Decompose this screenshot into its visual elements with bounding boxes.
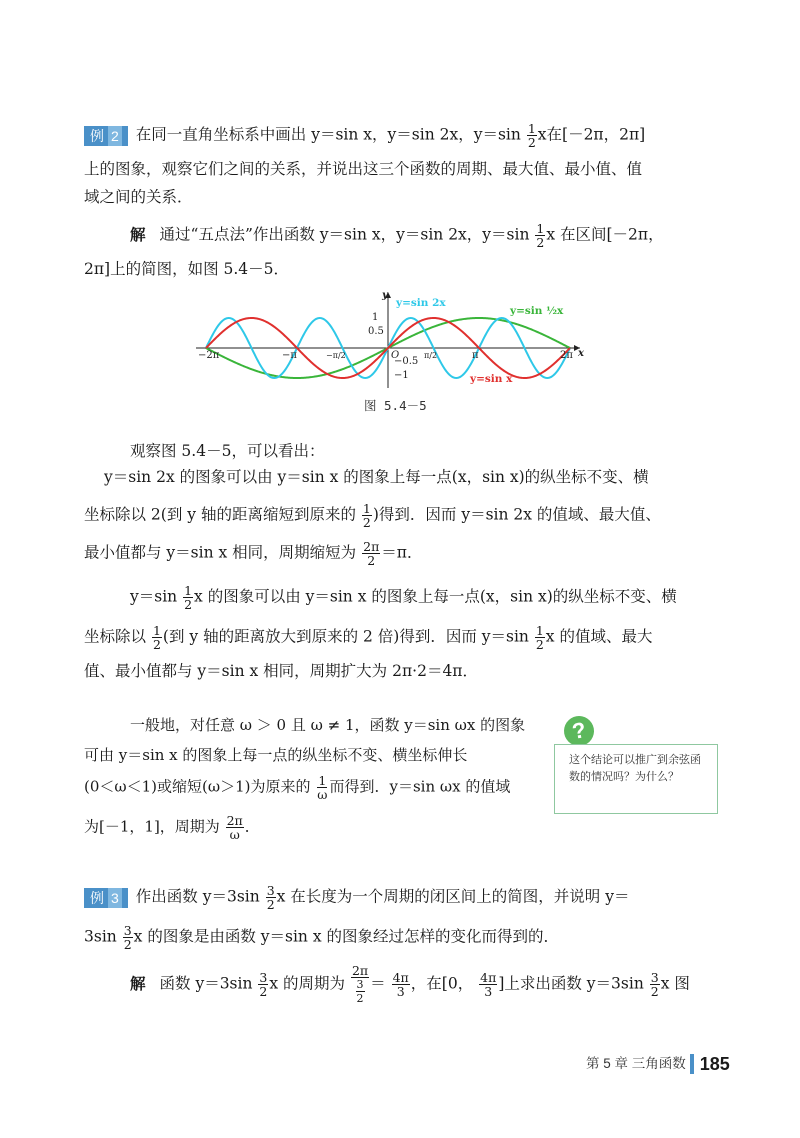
fraction: $\frac{4\pi}{3}$ [480, 970, 497, 999]
observe-p2-line1: y＝sin $\frac{1}{2}$ x 的图象可以由 y＝sin x 的图象上每一点(x，sin x)的纵坐标不变、横 [130, 583, 677, 612]
tick-negpi: −π [282, 350, 297, 361]
fraction: $\frac{1}{2}$ [152, 623, 161, 652]
tick-negpi2: −π/2 [326, 351, 346, 360]
origin-label: O [391, 350, 400, 361]
fraction: $\frac{1}{2}$ [536, 221, 545, 250]
solution1-line1: 解 通过“五点法”作出函数 y＝sin x，y＝sin 2x，y＝sin $\frac{1}{2}$ x 在区间[－2π， [130, 221, 664, 250]
fraction: $\frac{3}{2}$ [123, 923, 132, 952]
solution1-line2: 2π]上的简图，如图 5.4－5． [84, 260, 290, 278]
tick-pi2: π/2 [424, 351, 438, 360]
example3-line1: 例 3 作出函数 y＝3sin $\frac{3}{2}$ x 在长度为一个周期的闭区间上的简图，并说明 y＝ [84, 884, 630, 911]
label-sin-2x: y=sin 2x [396, 297, 446, 309]
fraction: $\frac{4\pi}{3}$ [392, 970, 409, 999]
tick-1: 1 [372, 312, 379, 323]
example2-line2: 上的图象，观察它们之间的关系，并说出这三个函数的周期、最大值、最小值、值 [84, 160, 643, 178]
observe-p1-line3: 最小值都与 y＝sin x 相同，周期缩短为 $\frac{2\pi}{2}$ ＝π． [84, 539, 423, 568]
general-line3: (0＜ω＜1)或缩短(ω＞1)为原来的 $\frac{1}{\omega}$ 而得到．y＝sin ωx 的值域 [84, 773, 511, 802]
observe-intro: 观察图 5.4－5，可以看出： [130, 442, 325, 460]
fraction: $\frac{2\pi}{\omega}$ [226, 813, 243, 842]
sine-graphs-figure [196, 286, 588, 390]
fraction: $\frac{3}{2}$ [650, 970, 659, 999]
observe-p2-line3: 值、最小值都与 y＝sin x 相同，周期扩大为 2π·2＝4π． [84, 662, 478, 680]
y-axis-label: y [382, 290, 388, 301]
compound-fraction: $\frac{2\pi}{\frac{3}{2}}$ [351, 963, 369, 1005]
example2-line3: 域之间的关系． [84, 188, 193, 206]
label-sin-x: y=sin x [470, 373, 513, 385]
general-line4: 为[－1，1]，周期为 $\frac{2\pi}{\omega}$ ． [84, 813, 260, 842]
fraction: $\frac{1}{2}$ [184, 583, 193, 612]
chapter-title: 第 5 章 三角函数 [586, 1056, 686, 1071]
page-number: 185 [699, 1053, 730, 1074]
example3-line2: 3sin $\frac{3}{2}$ x 的图象是由函数 y＝sin x 的图象经过怎样的变化而得到的． [84, 923, 559, 952]
observe-p1-line1: y＝sin 2x 的图象可以由 y＝sin x 的图象上每一点(x，sin x)的纵坐标不变、横 [104, 468, 649, 486]
tick-neg2pi: −2π [198, 350, 220, 361]
general-line1: 一般地，对任意 ω ＞ 0 且 ω ≠ 1，函数 y＝sin ωx 的图象 [130, 716, 526, 734]
page-footer [586, 1052, 730, 1075]
tick-pi: π [472, 350, 479, 361]
footer-bar [690, 1054, 694, 1074]
observe-p2-line2: 坐标除以 $\frac{1}{2}$ (到 y 轴的距离放大到原来的 2 倍)得到．因而 y＝sin $\frac{1}{2}$ x 的值域、最大 [84, 623, 653, 652]
tick-neg1: −1 [394, 370, 409, 381]
example2-line1: 例 2 在同一直角坐标系中画出 y＝sin x，y＝sin 2x，y＝sin $\frac{1}{2}$ x在[－2π，2π] [84, 122, 645, 149]
tick-0.5: 0.5 [368, 326, 384, 337]
solution2-line1: 解 函数 y＝3sin $\frac{3}{2}$ x 的周期为 $\frac{2\pi}{\frac{3}{2}}$ ＝ $\frac{4\pi}{3}$ ，在[0， $\frac{4\pi}{3}$ ]上求出函数 y＝3sin $\frac{3}{2}$ x 图 [130, 963, 690, 1005]
example-tag: 例 3 [84, 888, 128, 908]
x-axis-label: x [578, 348, 584, 359]
tick-neg0.5: −0.5 [394, 356, 419, 367]
fraction: $\frac{1}{2}$ [535, 623, 544, 652]
example-tag: 例 2 [84, 126, 128, 146]
fraction: $\frac{1}{\omega}$ [317, 773, 328, 802]
fraction: $\frac{2\pi}{2}$ [363, 539, 380, 568]
tick-2pi: 2π [560, 350, 573, 361]
observe-p1-line2: 坐标除以 2(到 y 轴的距离缩短到原来的 $\frac{1}{2}$ )得到．因而 y＝sin 2x 的值域、最大值、 [84, 501, 661, 530]
label-sin-half-x: y=sin ½x [510, 305, 564, 317]
figure-caption: 图 5.4－5 [364, 398, 427, 413]
side-note: 这个结论可以推广到余弦函数的情况吗？为什么？ [554, 744, 718, 814]
general-line2: 可由 y＝sin x 的图象上每一点的纵坐标不变、横坐标伸长 [84, 746, 468, 764]
fraction: $\frac{3}{2}$ [259, 970, 268, 999]
question-icon: ? [562, 714, 597, 749]
fraction: $\frac{1}{2}$ [362, 501, 371, 530]
fraction: $\frac{3}{2}$ [266, 883, 275, 912]
fraction: $\frac{1}{2}$ [527, 121, 536, 150]
